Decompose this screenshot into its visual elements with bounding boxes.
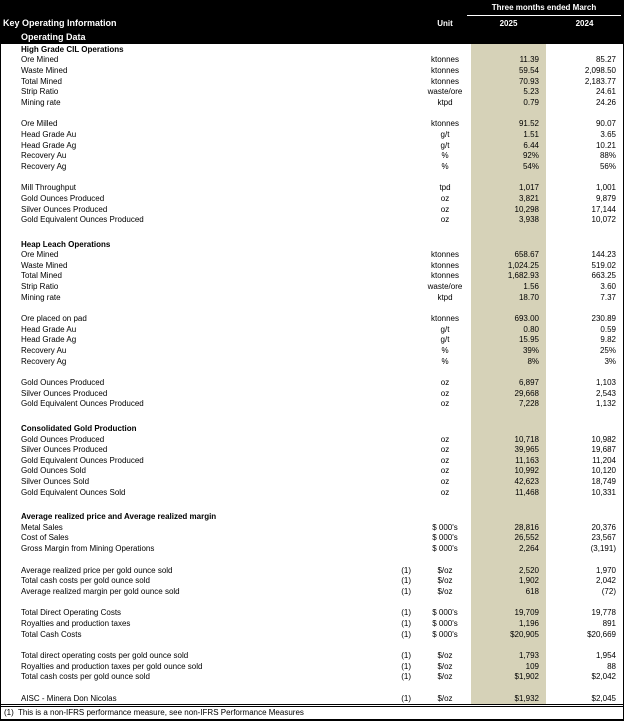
row-label: Gold Ounces Sold <box>21 466 86 476</box>
row-label: Gold Equivalent Ounces Produced <box>21 215 144 225</box>
value-2025 <box>471 302 546 313</box>
row-label: Average realized price per gold ounce sold <box>21 565 173 575</box>
value-2024: (72) <box>601 586 616 596</box>
value-2025: 6.44 <box>471 140 546 151</box>
value-2025: 11,468 <box>471 487 546 498</box>
unit-cell: $/oz <box>437 565 453 575</box>
row-label: Total Cash Costs <box>21 629 82 639</box>
value-2024: 2,183.77 <box>584 76 616 86</box>
row-label: Head Grade Au <box>21 129 77 139</box>
table-row <box>1 575 623 586</box>
value-2024: $2,045 <box>591 693 616 703</box>
unit-cell: oz <box>440 466 450 476</box>
unit-column-header: Unit <box>437 18 453 28</box>
value-2024: 3.60 <box>600 282 616 292</box>
year-2025-header: 2025 <box>499 18 518 28</box>
row-footnote-marker: (1) <box>401 672 411 682</box>
row-label: Gold Ounces Produced <box>21 193 105 203</box>
value-2025: 8% <box>471 356 546 367</box>
row-footnote-marker: (1) <box>401 565 411 575</box>
table-row <box>1 586 623 597</box>
row-label: Gross Margin from Mining Operations <box>21 543 155 553</box>
unit-cell: $/oz <box>437 651 453 661</box>
value-2025: 1,017 <box>471 183 546 194</box>
value-2024: 20,376 <box>591 522 616 532</box>
period-label: Three months ended March <box>467 3 621 16</box>
table-row <box>1 183 623 194</box>
row-label: Gold Ounces Produced <box>21 378 105 388</box>
value-2025 <box>471 366 546 377</box>
unit-cell: ktonnes <box>430 250 460 260</box>
value-2024: 18,749 <box>591 476 616 486</box>
value-2024: 23,567 <box>591 533 616 543</box>
value-2025: 10,992 <box>471 466 546 477</box>
value-2025: 10,718 <box>471 434 546 445</box>
unit-cell: ktonnes <box>430 271 460 281</box>
value-2024: (3,191) <box>590 543 616 553</box>
spacer-row <box>1 172 623 183</box>
table-row <box>1 434 623 445</box>
value-2024: 25% <box>599 346 616 356</box>
unit-cell: g/t <box>440 140 450 150</box>
value-2025: 3,821 <box>471 193 546 204</box>
table-row <box>1 487 623 498</box>
column-header-row <box>1 16 623 30</box>
row-label: Head Grade Ag <box>21 335 77 345</box>
table-row <box>1 313 623 324</box>
unit-cell: oz <box>440 476 450 486</box>
value-2024: 0.59 <box>600 324 616 334</box>
footnote-marker: (1) <box>4 708 14 718</box>
value-2025 <box>471 239 546 250</box>
table-row <box>1 65 623 76</box>
row-label: Head Grade Ag <box>21 140 77 150</box>
period-row <box>1 3 623 16</box>
value-2025: 18.70 <box>471 292 546 303</box>
value-2024: 19,778 <box>591 608 616 618</box>
table-row <box>1 55 623 66</box>
value-2025: 15.95 <box>471 335 546 346</box>
value-2025: 0.79 <box>471 97 546 108</box>
row-label: Mill Throughput <box>21 183 76 193</box>
row-footnote-marker: (1) <box>401 693 411 703</box>
value-2025: 618 <box>471 586 546 597</box>
unit-cell: ktonnes <box>430 119 460 129</box>
unit-cell: tpd <box>439 183 451 193</box>
row-footnote-marker: (1) <box>401 576 411 586</box>
row-label: Total cash costs per gold ounce sold <box>21 576 150 586</box>
table-row <box>1 193 623 204</box>
value-2024: 1,970 <box>595 565 616 575</box>
value-2024: 1,001 <box>595 183 616 193</box>
value-2025: 1,793 <box>471 650 546 661</box>
section-title: Consolidated Gold Production <box>21 424 137 434</box>
value-2024: 24.61 <box>595 87 616 97</box>
table-row <box>1 86 623 97</box>
unit-cell: $ 000's <box>432 608 458 618</box>
table-row <box>1 543 623 554</box>
unit-cell: oz <box>440 399 450 409</box>
value-2025: 0.80 <box>471 324 546 335</box>
unit-cell: oz <box>440 455 450 465</box>
row-label: Recovery Ag <box>21 161 67 171</box>
table-row <box>1 345 623 356</box>
row-label: Strip Ratio <box>21 87 59 97</box>
value-2024: 17,144 <box>591 204 616 214</box>
unit-cell: g/t <box>440 335 450 345</box>
unit-cell: oz <box>440 445 450 455</box>
table-row <box>1 119 623 130</box>
unit-cell: oz <box>440 204 450 214</box>
value-2025: 693.00 <box>471 313 546 324</box>
row-label: Royalties and production taxes per gold ounce sold <box>21 661 203 671</box>
value-2024: $20,669 <box>587 629 616 639</box>
spacer-row <box>1 682 623 693</box>
value-2025 <box>471 597 546 608</box>
table-row <box>1 97 623 108</box>
value-2025: $1,932 <box>471 693 546 704</box>
unit-cell: ktonnes <box>430 260 460 270</box>
unit-cell: ktonnes <box>430 55 460 65</box>
row-footnote-marker: (1) <box>401 651 411 661</box>
unit-cell: % <box>441 346 449 356</box>
value-2025: 1,196 <box>471 618 546 629</box>
row-label: Ore Milled <box>21 119 58 129</box>
table-row <box>1 204 623 215</box>
subtitle-operating-data: Operating Data <box>21 32 86 42</box>
spacer-row <box>1 497 623 511</box>
spacer-row <box>1 225 623 239</box>
table-row <box>1 281 623 292</box>
row-label: Recovery Au <box>21 346 67 356</box>
value-2024: 10.21 <box>595 140 616 150</box>
unit-cell: ktpd <box>437 97 453 107</box>
row-label: Gold Ounces Produced <box>21 434 105 444</box>
table-row <box>1 356 623 367</box>
table-row <box>1 76 623 87</box>
table-row <box>1 672 623 683</box>
table-row <box>1 399 623 410</box>
subtitle-row <box>1 30 623 44</box>
report-header <box>1 1 623 44</box>
table-row <box>1 650 623 661</box>
row-label: AISC - Minera Don Nicolas <box>21 693 117 703</box>
unit-cell: $ 000's <box>432 522 458 532</box>
table-row <box>1 661 623 672</box>
row-label: Total Mined <box>21 271 62 281</box>
table-row <box>1 618 623 629</box>
unit-cell: ktonnes <box>430 76 460 86</box>
value-2024: 891 <box>602 618 616 628</box>
unit-cell: $ 000's <box>432 533 458 543</box>
section-title: Average realized price and Average realized margin <box>21 512 217 522</box>
value-2024: 9,879 <box>595 193 616 203</box>
value-2025: 39% <box>471 345 546 356</box>
row-label: Total Direct Operating Costs <box>21 608 122 618</box>
value-2025 <box>471 682 546 693</box>
unit-cell: $ 000's <box>432 543 458 553</box>
value-2024: $2,042 <box>591 672 616 682</box>
unit-cell: oz <box>440 215 450 225</box>
row-footnote-marker: (1) <box>401 608 411 618</box>
unit-cell: waste/ore <box>427 282 463 292</box>
value-2024: 88% <box>599 151 616 161</box>
value-2024: 1,103 <box>595 378 616 388</box>
value-2025: 1.56 <box>471 281 546 292</box>
unit-cell: $ 000's <box>432 629 458 639</box>
value-2024: 56% <box>599 161 616 171</box>
value-2024: 90.07 <box>595 119 616 129</box>
value-2025 <box>471 511 546 522</box>
unit-cell: oz <box>440 487 450 497</box>
section-header-row <box>1 239 623 250</box>
table-row <box>1 150 623 161</box>
table-row <box>1 271 623 282</box>
value-2024: 10,982 <box>591 434 616 444</box>
footnote-text: This is a non-IFRS performance measure, see non-IFRS Performance Measures <box>18 708 304 718</box>
value-2024: 10,072 <box>591 215 616 225</box>
table-row <box>1 140 623 151</box>
value-2024: 19,687 <box>591 445 616 455</box>
unit-cell: $/oz <box>437 576 453 586</box>
value-2025: 29,668 <box>471 388 546 399</box>
table-row <box>1 292 623 303</box>
value-2024: 144.23 <box>591 250 616 260</box>
value-2024: 10,120 <box>591 466 616 476</box>
row-label: Gold Equivalent Ounces Produced <box>21 399 144 409</box>
table-row <box>1 250 623 261</box>
row-label: Ore Mined <box>21 250 59 260</box>
row-label: Silver Ounces Sold <box>21 476 90 486</box>
value-2025: $1,902 <box>471 672 546 683</box>
row-label: Waste Mined <box>21 65 68 75</box>
row-label: Waste Mined <box>21 260 68 270</box>
value-2024: 230.89 <box>591 314 616 324</box>
value-2025: 1,902 <box>471 575 546 586</box>
row-footnote-marker: (1) <box>401 661 411 671</box>
section-title: High Grade CIL Operations <box>21 44 124 54</box>
table-row <box>1 324 623 335</box>
table-row <box>1 476 623 487</box>
row-label: Royalties and production taxes <box>21 618 131 628</box>
row-label: Silver Ounces Produced <box>21 388 108 398</box>
value-2025 <box>471 639 546 650</box>
value-2025: 7,228 <box>471 399 546 410</box>
table-row <box>1 693 623 704</box>
row-label: Average realized margin per gold ounce sold <box>21 586 180 596</box>
value-2024: 663.25 <box>591 271 616 281</box>
value-2024: 85.27 <box>595 55 616 65</box>
value-2024: 24.26 <box>595 97 616 107</box>
value-2024: 3.65 <box>600 129 616 139</box>
value-2024: 1,954 <box>595 651 616 661</box>
value-2024: 9.82 <box>600 335 616 345</box>
value-2025: 1,024.25 <box>471 260 546 271</box>
section-header-row <box>1 511 623 522</box>
unit-cell: oz <box>440 388 450 398</box>
spacer-row <box>1 554 623 565</box>
spacer-row <box>1 108 623 119</box>
unit-cell: ktonnes <box>430 65 460 75</box>
value-2025: 109 <box>471 661 546 672</box>
spacer-row <box>1 366 623 377</box>
unit-cell: $ 000's <box>432 618 458 628</box>
value-2025 <box>471 108 546 119</box>
value-2024: 519.02 <box>591 260 616 270</box>
section-header-row <box>1 44 623 55</box>
unit-cell: g/t <box>440 129 450 139</box>
value-2025: 3,938 <box>471 214 546 225</box>
unit-cell: $/oz <box>437 693 453 703</box>
table-row <box>1 629 623 640</box>
row-label: Silver Ounces Produced <box>21 445 108 455</box>
unit-cell: oz <box>440 434 450 444</box>
row-label: Gold Equivalent Ounces Sold <box>21 487 126 497</box>
row-label: Cost of Sales <box>21 533 69 543</box>
section-title: Heap Leach Operations <box>21 239 111 249</box>
table-row <box>1 388 623 399</box>
value-2025: 59.54 <box>471 65 546 76</box>
value-2025: 92% <box>471 150 546 161</box>
value-2025: 2,264 <box>471 543 546 554</box>
table-row <box>1 214 623 225</box>
row-label: Mining rate <box>21 292 61 302</box>
unit-cell: g/t <box>440 324 450 334</box>
value-2024: 11,204 <box>592 455 616 465</box>
row-label: Strip Ratio <box>21 282 59 292</box>
value-2025 <box>471 172 546 183</box>
row-label: Gold Equivalent Ounces Produced <box>21 455 144 465</box>
value-2025 <box>471 497 546 511</box>
unit-cell: % <box>441 161 449 171</box>
value-2025 <box>471 423 546 434</box>
unit-cell: % <box>441 356 449 366</box>
value-2025: 42,623 <box>471 476 546 487</box>
spacer-row <box>1 597 623 608</box>
table-row <box>1 444 623 455</box>
table-row <box>1 335 623 346</box>
value-2024: 2,543 <box>595 388 616 398</box>
unit-cell: ktpd <box>437 292 453 302</box>
page-title: Key Operating Information <box>3 18 117 28</box>
unit-cell: ktonnes <box>430 314 460 324</box>
unit-cell: % <box>441 151 449 161</box>
row-footnote-marker: (1) <box>401 629 411 639</box>
table-row <box>1 533 623 544</box>
value-2025: 2,520 <box>471 565 546 576</box>
spacer-row <box>1 302 623 313</box>
spacer-row <box>1 409 623 423</box>
row-label: Total direct operating costs per gold ounce sold <box>21 651 189 661</box>
table-row <box>1 466 623 477</box>
value-2025: $20,905 <box>471 629 546 640</box>
unit-cell: $/oz <box>437 586 453 596</box>
row-label: Recovery Au <box>21 151 67 161</box>
value-2024: 2,042 <box>595 576 616 586</box>
spacer-row <box>1 639 623 650</box>
table-row <box>1 608 623 619</box>
table-row <box>1 565 623 576</box>
value-2025: 19,709 <box>471 608 546 619</box>
unit-cell: $/oz <box>437 672 453 682</box>
value-2024: 1,132 <box>595 399 616 409</box>
value-2025: 70.93 <box>471 76 546 87</box>
value-2024: 10,331 <box>591 487 616 497</box>
table-row <box>1 455 623 466</box>
value-2025: 26,552 <box>471 533 546 544</box>
row-label: Total Mined <box>21 76 62 86</box>
unit-cell: $/oz <box>437 661 453 671</box>
value-2024: 7.37 <box>600 292 616 302</box>
row-label: Metal Sales <box>21 522 63 532</box>
table-row <box>1 377 623 388</box>
row-label: Ore placed on pad <box>21 314 87 324</box>
value-2024: 2,098.50 <box>584 65 616 75</box>
unit-cell: oz <box>440 193 450 203</box>
value-2025: 91.52 <box>471 119 546 130</box>
value-2025 <box>471 44 546 55</box>
unit-cell: oz <box>440 378 450 388</box>
table-row <box>1 129 623 140</box>
section-header-row <box>1 423 623 434</box>
table-row <box>1 522 623 533</box>
value-2025: 10,298 <box>471 204 546 215</box>
row-label: Total cash costs per gold ounce sold <box>21 672 150 682</box>
value-2025: 1,682.93 <box>471 271 546 282</box>
row-label: Ore Mined <box>21 55 59 65</box>
row-label: Mining rate <box>21 97 61 107</box>
value-2025: 39,965 <box>471 444 546 455</box>
value-2025: 6,897 <box>471 377 546 388</box>
value-2025: 54% <box>471 161 546 172</box>
row-footnote-marker: (1) <box>401 618 411 628</box>
value-2025 <box>471 225 546 239</box>
value-2024: 88 <box>607 661 616 671</box>
table-row <box>1 161 623 172</box>
value-2025: 11.39 <box>471 55 546 66</box>
value-2024: 3% <box>604 356 616 366</box>
value-2025: 28,816 <box>471 522 546 533</box>
value-2025: 1.51 <box>471 129 546 140</box>
row-label: Head Grade Au <box>21 324 77 334</box>
table-body <box>1 44 623 704</box>
row-label: Silver Ounces Produced <box>21 204 108 214</box>
value-2025: 5.23 <box>471 86 546 97</box>
unit-cell: waste/ore <box>427 87 463 97</box>
value-2025 <box>471 554 546 565</box>
value-2025: 658.67 <box>471 250 546 261</box>
value-2025 <box>471 409 546 423</box>
row-footnote-marker: (1) <box>401 586 411 596</box>
year-2024-header: 2024 <box>575 18 594 28</box>
row-label: Recovery Ag <box>21 356 67 366</box>
value-2025: 11,163 <box>471 455 546 466</box>
footnote <box>1 704 623 719</box>
table-row <box>1 260 623 271</box>
